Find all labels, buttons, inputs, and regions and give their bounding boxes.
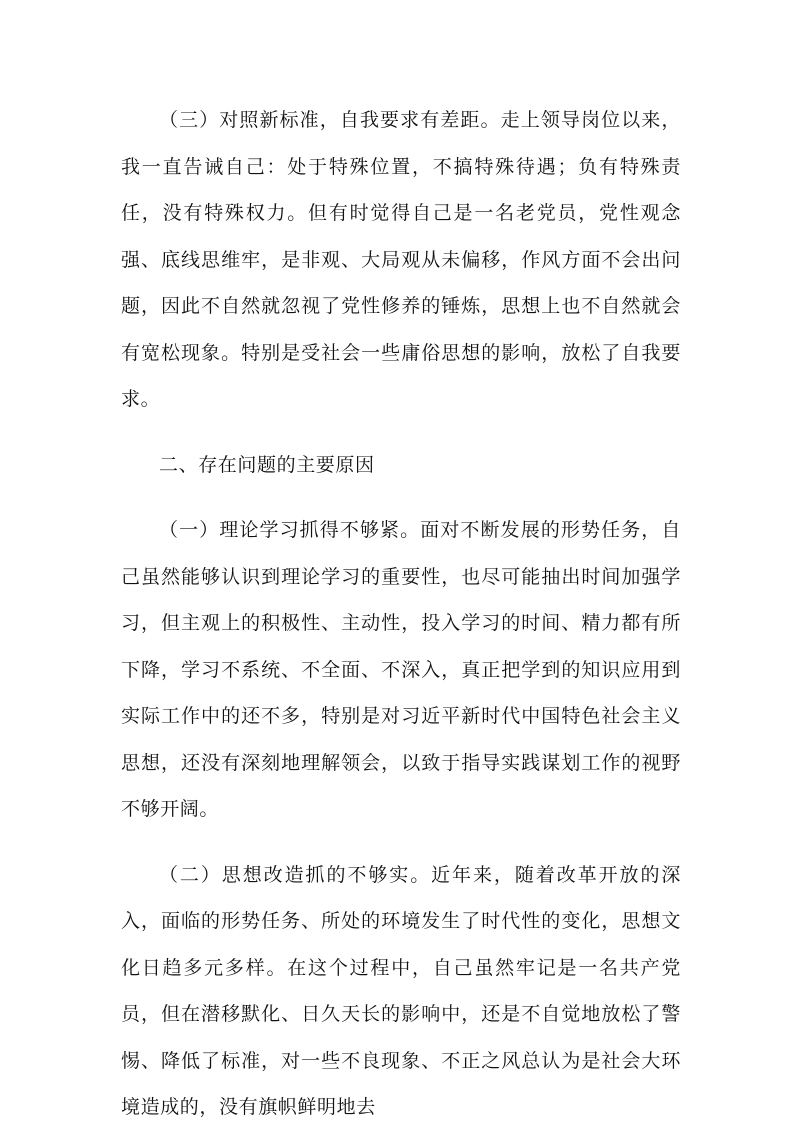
paragraph-ideological-reform: （二）思想改造抓的不够实。近年来，随着改革开放的深入，面临的形势任务、所处的环境发生了时代性的变化，思想文化日趋多元多样。在这个过程中，自己虽然牢记是一名共产党员，但在潜移默化、日久天长的影响中，还是不自觉地放松了警惕、降低了标准，对一些不良现象、不正之风总认为是社会大环境造成的，没有旗帜鲜明地去 bbox=[121, 863, 681, 1118]
document-body bbox=[121, 97, 681, 1131]
section-heading-main-causes: 二、存在问题的主要原因 bbox=[159, 453, 375, 476]
paragraph-theory-study: （一）理论学习抓得不够紧。面对不断发展的形势任务，自己虽然能够认识到理论学习的重要性，也尽可能抽出时间加强学习，但主观上的积极性、主动性，投入学习的时间、精力都有所下降，学习不系统、不全面、不深入，真正把学到的知识应用到实际工作中的还不多，特别是对习近平新时代中国特色社会主义思想，还没有深刻地理解领会，以致于指导实践谋划工作的视野不够开阔。 bbox=[121, 519, 681, 820]
paragraph-self-requirement-gap: （三）对照新标准，自我要求有差距。走上领导岗位以来，我一直告诫自己：处于特殊位置，不搞特殊待遇；负有特殊责任，没有特殊权力。但有时觉得自己是一名老党员，党性观念强、底线思维牢，是非观、大局观从未偏移，作风方面不会出问题，因此不自然就忽视了党性修养的锤炼，思想上也不自然就会有宽松现象。特别是受社会一些庸俗思想的影响，放松了自我要求。 bbox=[121, 109, 681, 410]
